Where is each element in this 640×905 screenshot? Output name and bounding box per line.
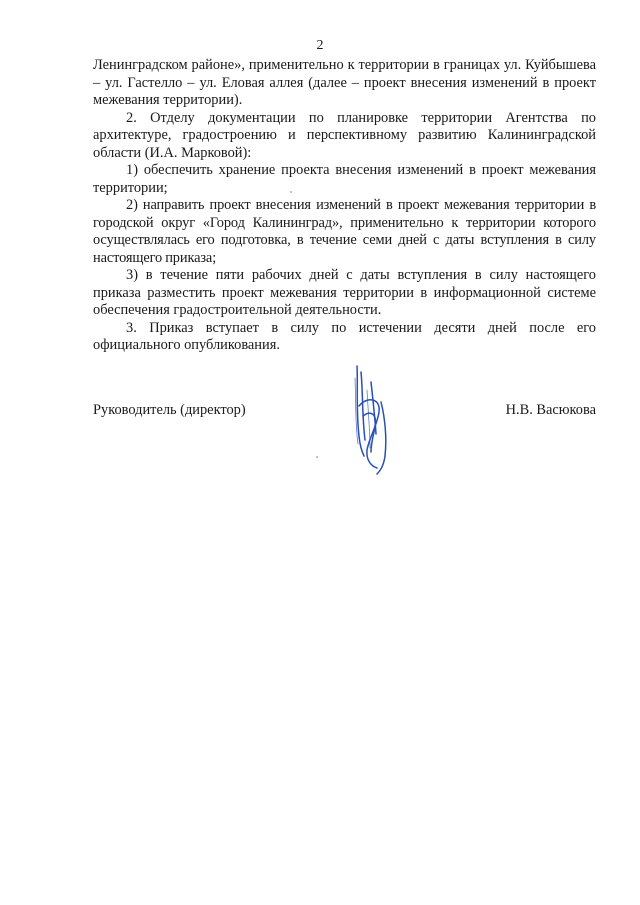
signatory-name: Н.В. Васюкова <box>505 402 596 418</box>
paragraph-subitem-2: 2) направить проект внесения изменений в проект межевания территории в городской округ «Город Калининград», применительно к территории которого осуществлялась его подготовка, в течение семи дней с даты вступления в силу настоящего приказа; <box>93 197 596 266</box>
paragraph-subitem-3: 3) в течение пяти рабочих дней с даты вступления в силу настоящего приказа разместить проект межевания территории в информационной системе обеспечения градостроительной деятельности. <box>93 267 596 318</box>
paragraph-item-2: 2. Отделу документации по планировке территории Агентства по архитектуре, градостроению и перспективному развитию Калининградской области (И.А. Марковой): <box>93 109 596 161</box>
scan-speck <box>316 456 318 458</box>
signature-block <box>93 402 596 420</box>
scan-speck <box>290 191 292 193</box>
paragraph-item-3: 3. Приказ вступает в силу по истечении десяти дней после его официального опубликования. <box>93 319 596 353</box>
paragraph-continuation: Ленинградском районе», применительно к территории в границах ул. Куйбышева – ул. Гастелло – ул. Еловая аллея (далее – проект внесения изменений в проект межевания территории). <box>93 57 596 108</box>
document-body <box>93 57 596 355</box>
paragraph-subitem-1: 1) обеспечить хранение проекта внесения изменений в проект межевания территории; <box>93 162 596 196</box>
page-number: 2 <box>316 38 324 53</box>
signatory-position: Руководитель (директор) <box>93 402 246 418</box>
